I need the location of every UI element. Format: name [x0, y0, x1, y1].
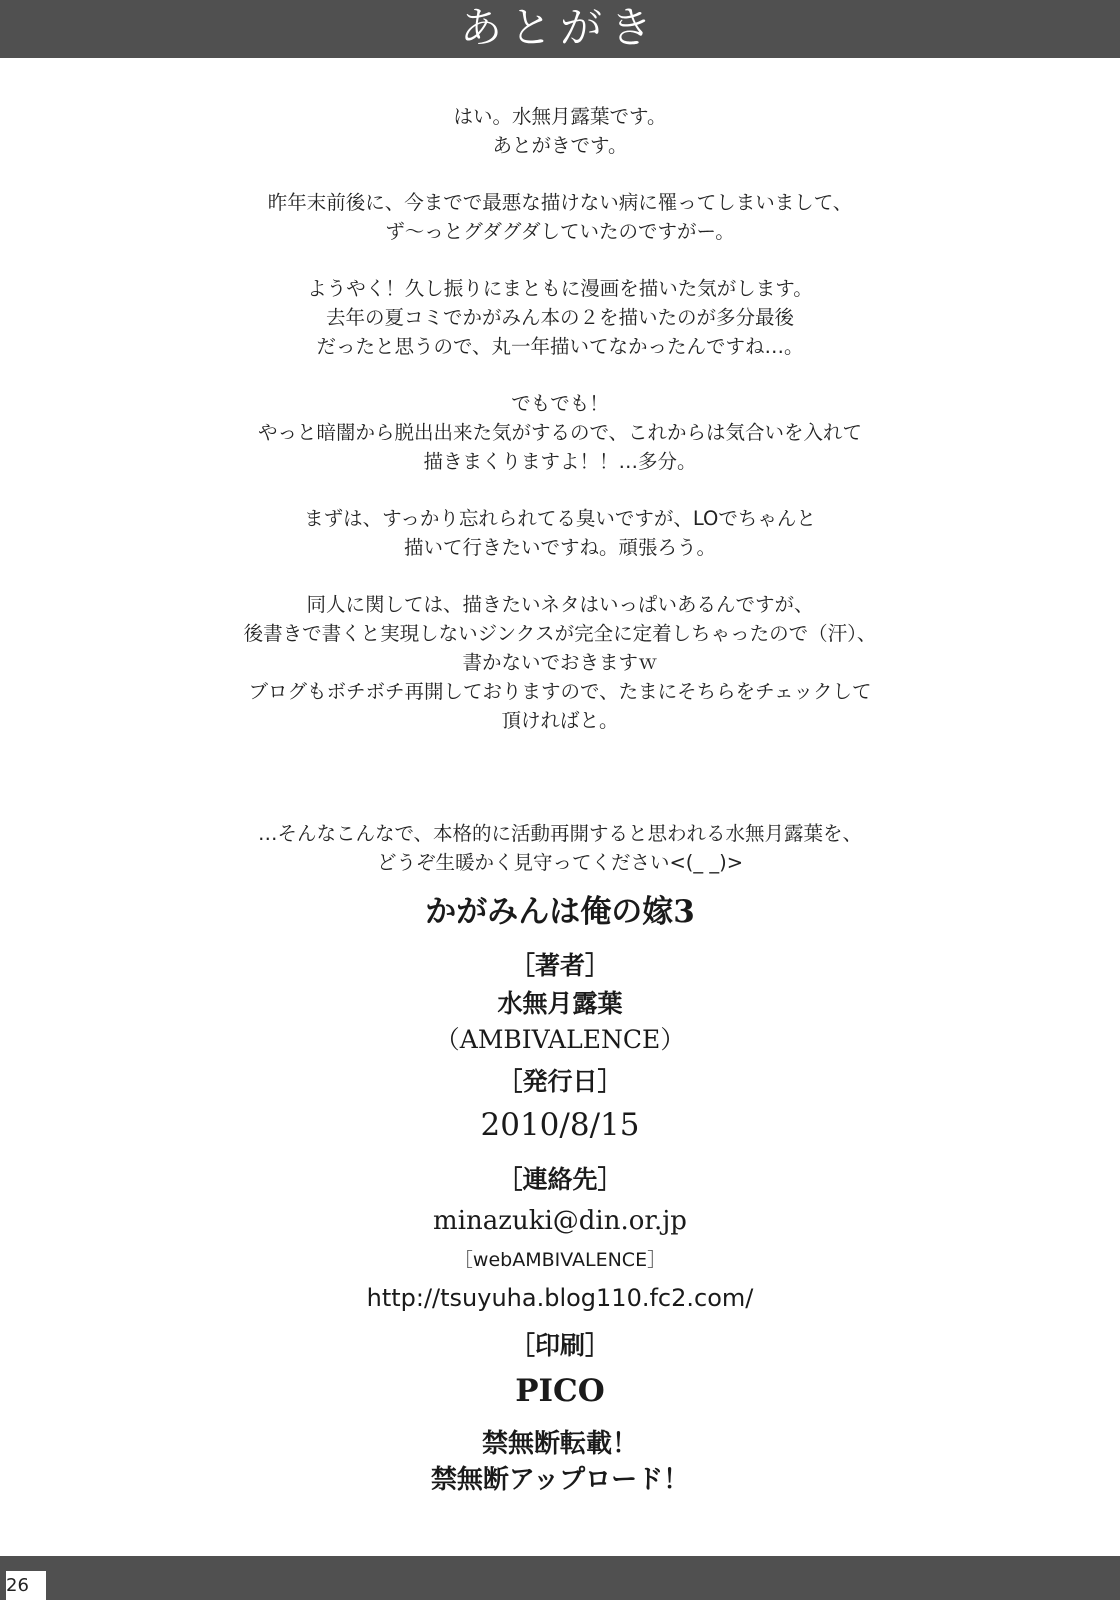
afterword-paragraph — [60, 102, 1060, 160]
web-url: http://tsuyuha.blog110.fc2.com/ — [366, 1284, 754, 1312]
afterword-line: 書かないでおきますｗ — [462, 651, 658, 674]
afterword-line: 描きまくりますよ！！…多分。 — [423, 450, 697, 473]
colophon — [60, 882, 1060, 1498]
afterword-line: どうぞ生暖かく見守ってください<(_ _)> — [376, 851, 744, 874]
afterword-line: はい。水無月露葉です。 — [453, 105, 667, 128]
date-label: ［発行日］ — [497, 1067, 623, 1096]
no-upload-warning: 禁無断アップロード！ — [430, 1465, 690, 1495]
afterword-line: ようやく！久し振りにまともに漫画を描いた気がします。 — [307, 277, 813, 300]
contact-email: minazuki@din.or.jp — [433, 1206, 687, 1236]
author-name: 水無月露葉 — [497, 989, 623, 1018]
no-reprint-warning: 禁無断転載！ — [481, 1429, 638, 1459]
afterword-paragraph — [60, 819, 1060, 877]
publish-date: 2010/8/15 — [480, 1107, 640, 1143]
afterword-line: …そんなこんなで、本格的に活動再開すると思われる水無月露葉を、 — [257, 822, 863, 845]
afterword-line: まずは、すっかり忘れられてる臭いですが、LOでちゃんと — [304, 507, 816, 530]
page-title: あとがき — [459, 3, 660, 52]
afterword-line: やっと暗闇から脱出出来た気がするので、これからは気合いを入れて — [257, 421, 863, 444]
book-title: かがみんは俺の嫁3 — [425, 894, 695, 930]
page-number: 26 — [6, 1571, 46, 1600]
footer-bar — [0, 1556, 1120, 1600]
afterword-line: ブログもボチボチ再開しておりますので、たまにそちらをチェックして — [248, 680, 872, 703]
afterword-line: 頂ければと。 — [501, 709, 619, 732]
afterword-paragraph — [60, 274, 1060, 361]
web-label: ［webAMBIVALENCE］ — [453, 1249, 667, 1271]
afterword-line: 同人に関しては、描きたいネタはいっぱいあるんですが、 — [306, 593, 814, 616]
author-circle: （AMBIVALENCE） — [434, 1025, 686, 1054]
author-label: ［著者］ — [509, 951, 610, 980]
afterword-line: 後書きで書くと実現しないジンクスが完全に定着しちゃったので（汗）、 — [243, 622, 877, 645]
print-label: ［印刷］ — [509, 1331, 610, 1360]
afterword-line: でもでも！ — [511, 392, 609, 415]
afterword-line: ず～っとグダグダしていたのですがー。 — [385, 220, 735, 243]
afterword-paragraph — [60, 389, 1060, 476]
afterword-paragraph — [60, 188, 1060, 246]
afterword-paragraph — [60, 504, 1060, 562]
afterword-line: 去年の夏コミでかがみん本の２を描いたのが多分最後 — [325, 306, 794, 329]
afterword-paragraph — [60, 590, 1060, 735]
afterword-line: あとがきです。 — [492, 134, 628, 157]
afterword-line: 昨年末前後に、今までで最悪な描けない病に罹ってしまいまして、 — [267, 191, 853, 214]
afterword-line: だったと思うので、丸一年描いてなかったんですね…。 — [316, 335, 804, 358]
printer-name: PICO — [515, 1373, 605, 1409]
contact-label: ［連絡先］ — [497, 1165, 623, 1194]
afterword-line: 描いて行きたいですね。頑張ろう。 — [403, 536, 716, 559]
afterword-text — [60, 102, 1060, 905]
